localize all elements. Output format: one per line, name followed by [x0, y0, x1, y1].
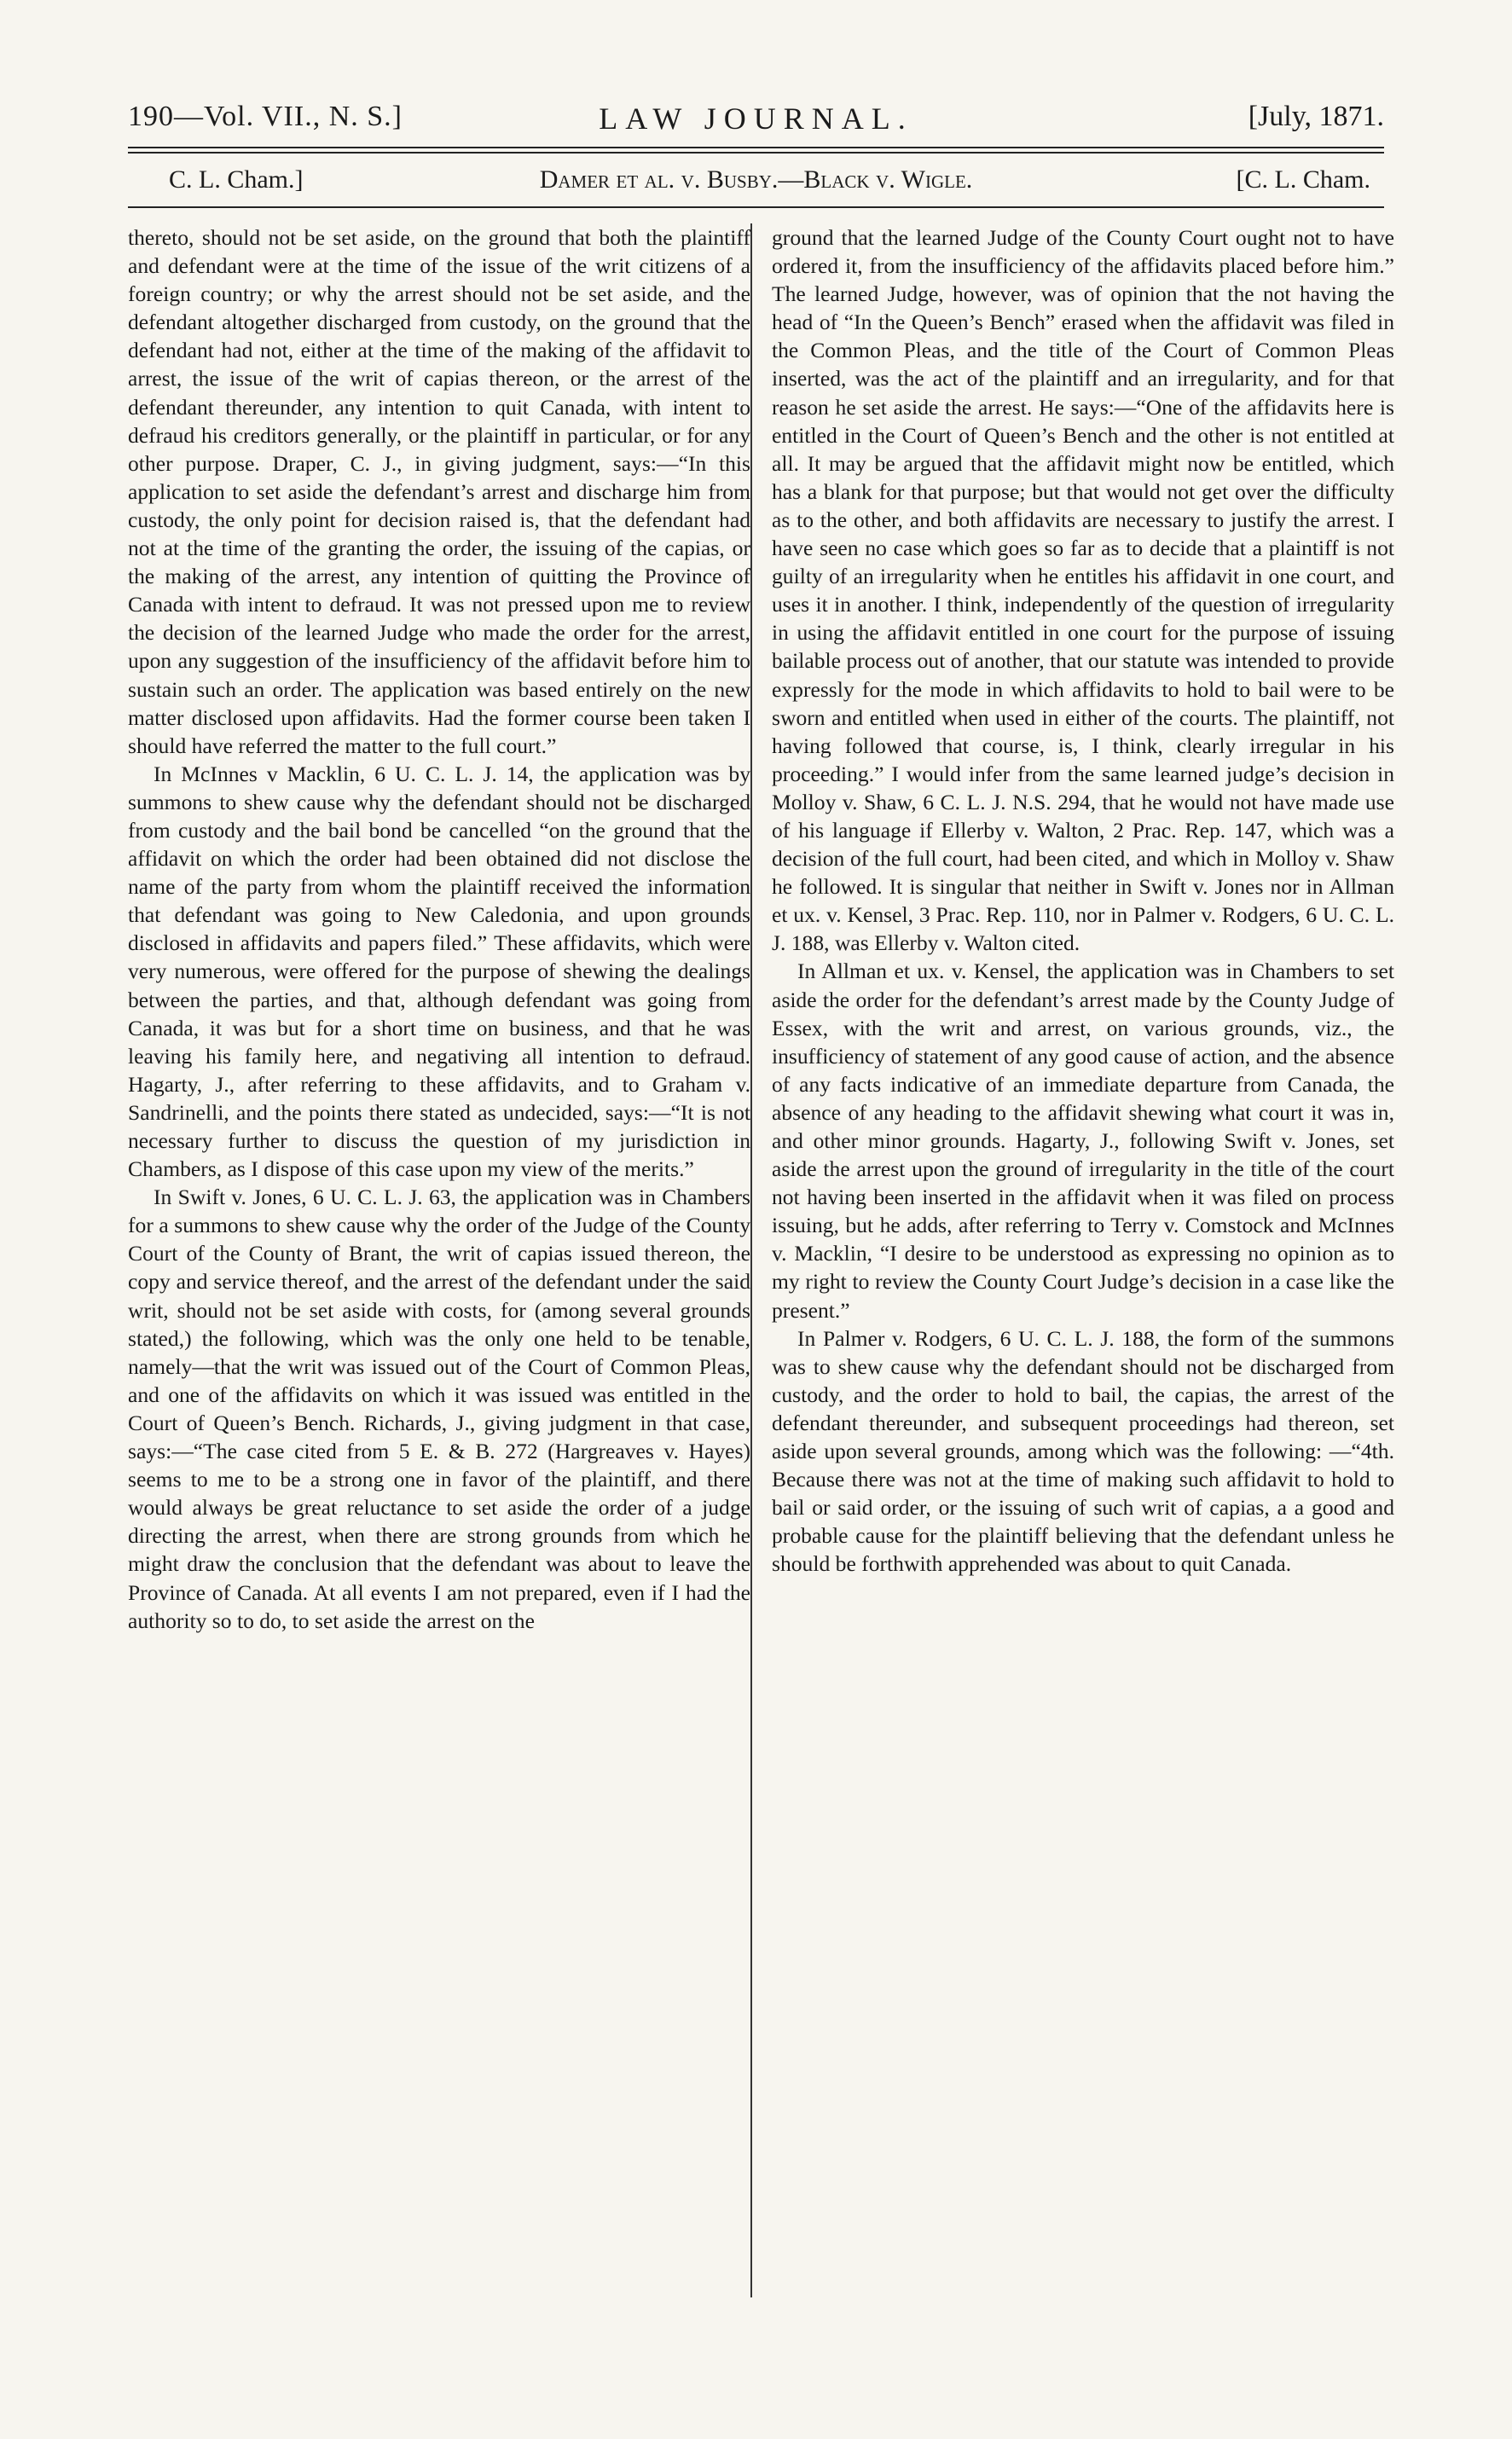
- column-divider: [750, 223, 752, 2297]
- case-header: [128, 165, 1384, 203]
- header-rule-bottom: [128, 152, 1384, 154]
- paragraph: ground that the learned Judge of the County Court ought not to have ordered it, from the insufficiency of the affidavits placed before him.” The learned Judge, however, was of opinion that the not having the head of “In the Queen’s Bench” erased when the affidavit was filed in the Common Pleas, and the title of the Court of Common Pleas inserted, was the act of the plaintiff and an irregularity, and for that reason he set aside the arrest. He says:—“One of the affidavits here is entitled in the Court of Queen’s Bench and the other is not entitled at all. It may be argued that the affidavit might now be entitled, which has a blank for that purpose; but that would not get over the difficulty as to the other, and both affidavits are necessary to justify the arrest. I have seen no case which goes so far as to decide that a plaintiff is not guilty of an irregularity when he entitles his affidavit in one court, and uses it in another. I think, independently of the question of irregularity in using the affidavit entitled in one court for the purpose of issuing bailable process out of another, that our statute was intended to provide expressly for the mode in which affidavits to hold to bail were to be sworn and entitled when used in either of the courts. The plaintiff, not having followed that course, is, I think, clearly irregular in his proceeding.” I would infer from the same learned judge’s decision in Molloy v. Shaw, 6 C. L. J. N.S. 294, that he would not have made use of his language if Ellerby v. Walton, 2 Prac. Rep. 147, which was a decision of the full court, had been cited, and which in Molloy v. Shaw he followed. It is singular that neither in Swift v. Jones nor in Allman et ux. v. Kensel, 3 Prac. Rep. 110, nor in Palmer v. Rodgers, 6 U. C. L. J. 188, was Ellerby v. Walton cited.: [772, 225, 1394, 956]
- paragraph: In Palmer v. Rodgers, 6 U. C. L. J. 188, the form of the summons was to shew cause why the defendant should not be discharged from custody, and the order to hold to bail, the capias, the arrest of the defendant thereunder, and subsequent proceedings had thereon, set aside upon several grounds, among which was the following: —“4th. Because there was not at the time of making such affidavit to hold to bail or said order, or the issuing of such writ of capias, a a good and probable cause for the plaintiff believing that the defendant unless he should be forthwith apprehended was about to quit Canada.: [772, 1325, 1394, 1577]
- journal-title: LAW JOURNAL.: [599, 101, 913, 136]
- paragraph: In Allman et ux. v. Kensel, the application was in Chambers to set aside the order for the defendant’s arrest made by the County Judge of Essex, with the writ and arrest, on various grounds, viz., the insufficiency of statement of any good cause of action, and the absence of any facts indicative of an immediate departure from Canada, the absence of any heading to the affidavit shewing what court it was in, and other minor grounds. Hagarty, J., following Swift v. Jones, set aside the arrest upon the ground of irregularity in the title of the court not having been inserted in the affidavit when it was filed on process issuing, but he adds, after referring to Terry v. Comstock and McInnes v. Macklin, “I desire to be understood as expressing no opinion as to my right to review the County Court Judge’s decision in a case like the present.”: [772, 959, 1394, 1323]
- case-header-rule: [128, 206, 1384, 208]
- paragraph: In McInnes v Macklin, 6 U. C. L. J. 14, the application was by summons to shew cause why the defendant should not be discharged from custody and the bail bond be cancelled “on the ground that the affidavit on which the order had been obtained did not disclose the name of the party from whom the plaintiff received the information that defendant was going to New Caledonia, and upon grounds disclosed in affidavits and papers filed.” These affidavits, which were very numerous, were offered for the purpose of shewing the dealings between the parties, and that, although defendant was going from Canada, it was but for a short time on business, and that he was leaving his family here, and negativing all intention to defraud. Hagarty, J., after referring to these affidavits, and to Graham v. Sandrinelli, and the points there stated as undecided, says:—“It is not necessary further to discuss the question of my jurisdiction in Chambers, as I dispose of this case upon my view of the merits.”: [128, 761, 750, 1182]
- header-rule-top: [128, 147, 1384, 148]
- court-left: C. L. Cham.]: [169, 165, 304, 194]
- running-header: [128, 101, 1384, 143]
- paragraph: thereto, should not be set aside, on the ground that both the plaintiff and defendant were at the time of the issue of the writ citizens of a foreign country; or why the arrest should not be set aside, and the defendant altogether discharged from custody, on the ground that the defendant had not, either at the time of the making of the affidavit to arrest, the issue of the writ of capias thereon, or the arrest of the defendant thereunder, any intention to quit Canada, with intent to defraud his creditors generally, or the plaintiff in particular, or for any other purpose. Draper, C. J., in giving judgment, says:—“In this application to set aside the defendant’s arrest and discharge him from custody, the only point for decision raised is, that the defendant had not at the time of the granting the order, the issuing of the capias, or the making of the arrest, any intention of quitting the Province of Canada with intent to defraud. It was not pressed upon me to review the decision of the learned Judge who made the order for the arrest, upon any suggestion of the insufficiency of the affidavit before him to sustain such an order. The application was based entirely on the new matter disclosed upon affidavits. Had the former course been taken I should have referred the matter to the full court.”: [128, 225, 750, 758]
- case-title: Damer et al. v. Busby.—Black v. Wigle.: [539, 165, 973, 194]
- page-volume: 190—Vol. VII., N. S.]: [128, 101, 403, 132]
- right-column: [772, 223, 1394, 1579]
- left-column: [128, 223, 750, 1635]
- issue-date: [July, 1871.: [1248, 101, 1384, 132]
- paragraph: In Swift v. Jones, 6 U. C. L. J. 63, the application was in Chambers for a summons to shew cause why the order of the Judge of the County Court of the County of Brant, the writ of capias issued thereon, the copy and service thereof, and the arrest of the defendant under the said writ, should not be set aside with costs, for (among several grounds stated,) the following, which was the only one held to be tenable, namely—that the writ was issued out of the Court of Common Pleas, and one of the affidavits on which it was issued was entitled in the Court of Queen’s Bench. Richards, J., giving judgment in that case, says:—“The case cited from 5 E. & B. 272 (Hargreaves v. Hayes) seems to me to be a strong one in favor of the plaintiff, and there would always be great reluctance to set aside the order of a judge directing the arrest, when there are strong grounds from which he might draw the conclusion that the defendant was about to leave the Province of Canada. At all events I am not prepared, even if I had the authority so to do, to set aside the arrest on the: [128, 1185, 750, 1633]
- court-right: [C. L. Cham.: [1236, 165, 1370, 194]
